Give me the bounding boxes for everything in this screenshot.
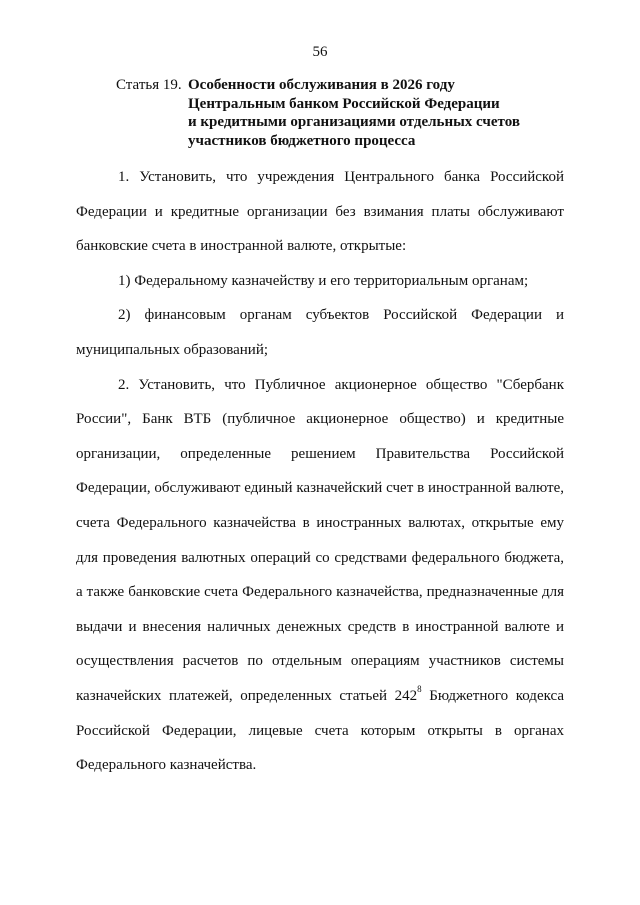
article-title-line: Центральным банком Российской Федерации bbox=[188, 95, 500, 112]
article-title-line: участников бюджетного процесса bbox=[188, 132, 416, 149]
article-title-line: Особенности обслуживания в 2026 году bbox=[188, 77, 455, 93]
article-reference-superscript: 8 bbox=[417, 683, 422, 694]
paragraph-2 bbox=[76, 368, 564, 783]
article-number: Статья 19. bbox=[116, 77, 182, 93]
paragraph-item-2: 2) финансовым органам субъектов Российской Федерации и муниципальных образований; bbox=[76, 307, 564, 358]
paragraph-item-1: 1) Федеральному казначейству и его территориальным органам; bbox=[118, 272, 529, 289]
article-body bbox=[76, 160, 564, 783]
article-title bbox=[188, 76, 586, 150]
article-heading bbox=[116, 76, 586, 150]
article-title-line: и кредитными организациями отдельных счетов bbox=[188, 114, 520, 130]
paragraph-2-text-end: Бюджетного кодекса Российской Федерации, лицевые счета которым открыты в органах Федерального казначейства. bbox=[76, 687, 565, 774]
paragraph-2-text: 2. Установить, что Публичное акционерное общество "Сбербанк России", Банк ВТБ (публичное акционерное общество) и кредитные организации, определенные решением Правительства Российской Федерации, обслуживают единый казначейский счет в иностранной валюте, счета Федерального казначейства в иностранных валютах, открытые ему для проведения валютных операций со средствами федерального бюджета, а также банковские счета Федерального казначейства, предназначенные для выдачи и внесения наличных денежных средств в иностранной валюте и осуществления расчетов по отдельным операциям участников системы казначейских платежей, определенных статьей 242 bbox=[76, 376, 564, 704]
page-number: 56 bbox=[312, 44, 328, 60]
paragraph-1: 1. Установить, что учреждения Центрального банка Российской Федерации и кредитные организации без взимания платы обслуживают банковские счета в иностранной валюте, открытые: bbox=[76, 169, 564, 255]
